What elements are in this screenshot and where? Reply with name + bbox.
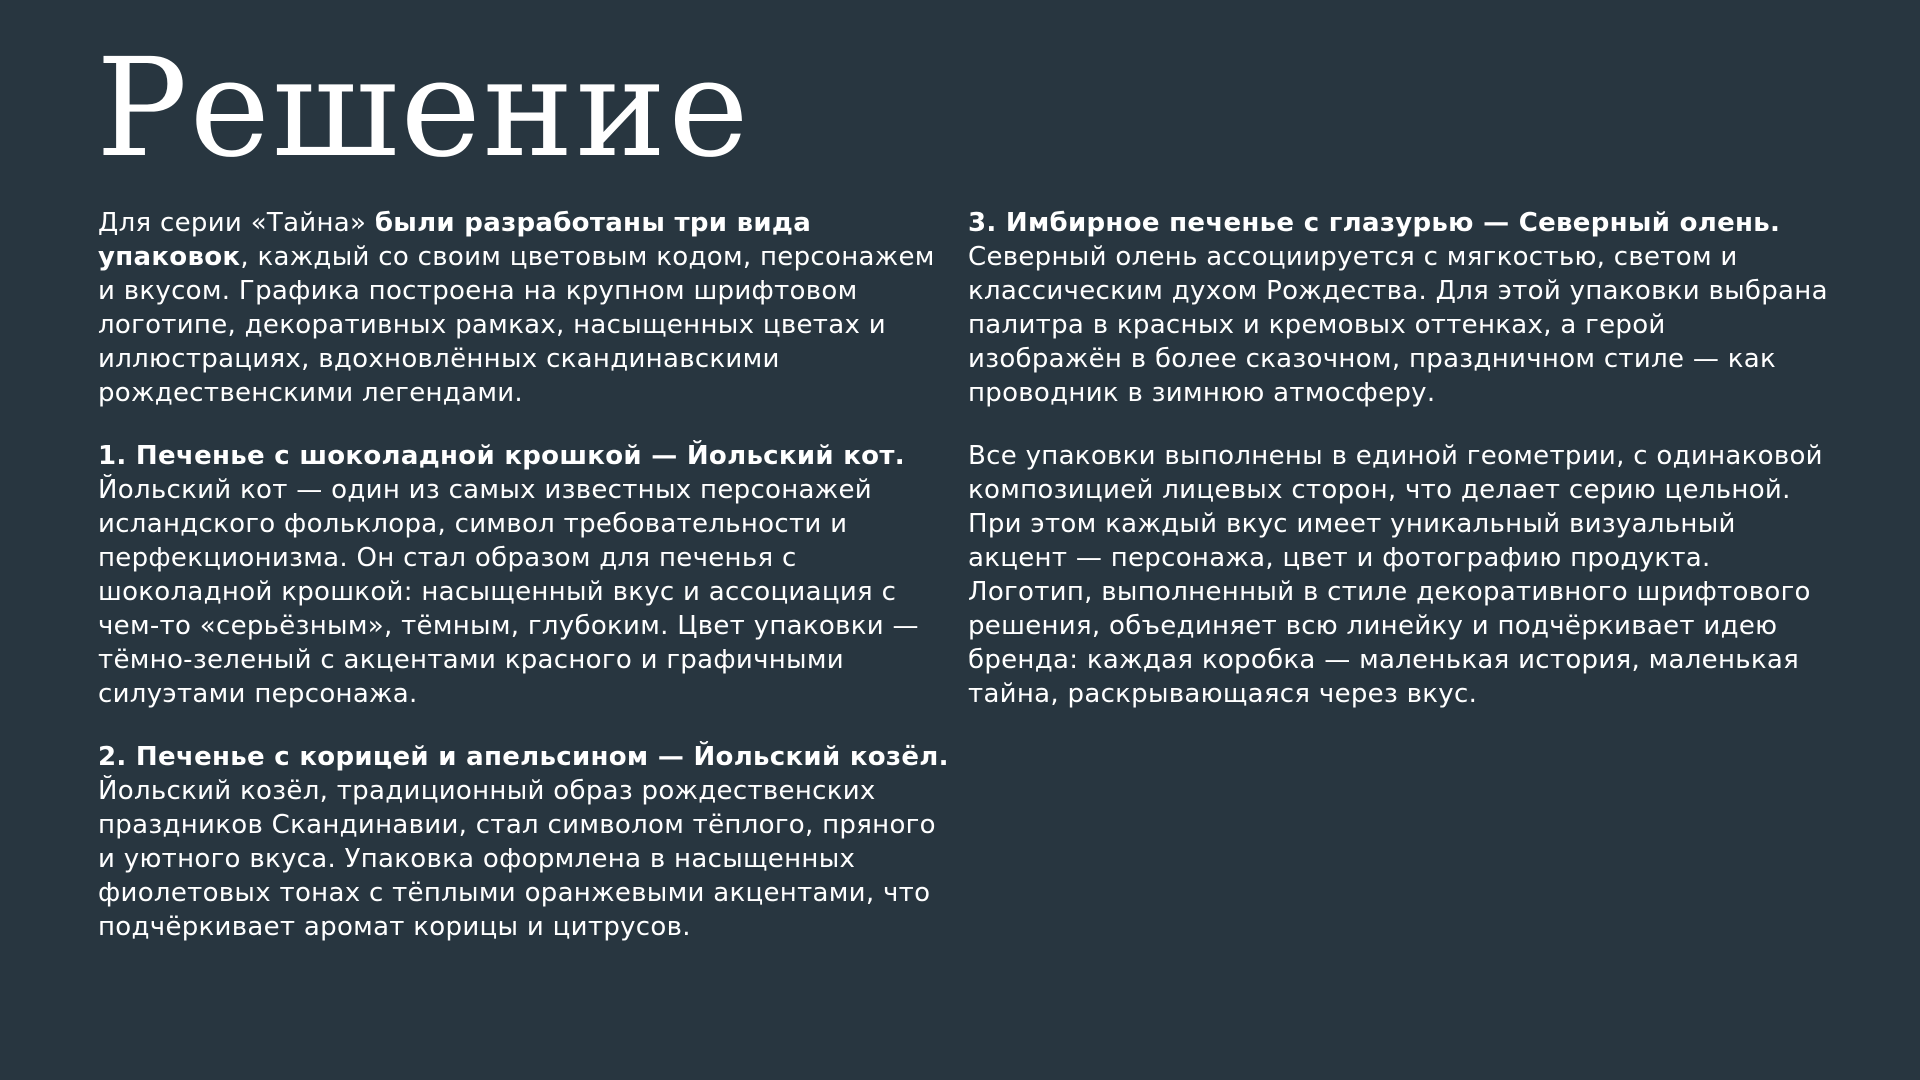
- item-1-paragraph: [98, 439, 958, 711]
- right-column: [968, 206, 1828, 740]
- intro-text-end: , каждый со своим цветовым кодом, персонажем и вкусом. Графика построена на крупном шрифтовом логотипе, декоративных рамках, насыщенных цветах и иллюстрациях, вдохновлённых скандинавскими рождественскими легендами.: [98, 242, 935, 408]
- item-2-paragraph: [98, 740, 958, 944]
- intro-emphasis: были разработаны три вида упаковок: [98, 208, 812, 272]
- left-column: [98, 206, 958, 973]
- page-title: Решение: [96, 30, 751, 188]
- item-3-text: Северный олень ассоциируется с мягкостью, светом и классическим духом Рождества. Для этой упаковки выбрана палитра в красных и кремовых оттенках, а герой изображён в более сказочном, праздничном стиле — как проводник в зимнюю атмосферу.: [968, 242, 1828, 408]
- item-2-heading: 2. Печенье с корицей и апельсином — Йольский козёл.: [98, 742, 949, 772]
- item-3-paragraph: [968, 206, 1828, 410]
- intro-text-start: Для серии «Тайна»: [98, 208, 375, 238]
- item-1-text: Йольский кот — один из самых известных персонажей исландского фольклора, символ требовательности и перфекционизма. Он стал образом для печенья с шоколадной крошкой: насыщенный вкус и ассоциация с чем-то «серьёзным», тёмным, глубоким. Цвет упаковки — тёмно-зеленый с акцентами красного и графичными силуэтами персонажа.: [98, 475, 919, 709]
- item-2-text: Йольский козёл, традиционный образ рождественских праздников Скандинавии, стал символом тёплого, пряного и уютного вкуса. Упаковка оформлена в насыщенных фиолетовых тонах с тёплыми оранжевыми акцентами, что подчёркивает аромат корицы и цитрусов.: [98, 776, 936, 942]
- item-1-heading: 1. Печенье с шоколадной крошкой — Йольский кот.: [98, 441, 905, 471]
- summary-paragraph: Все упаковки выполнены в единой геометрии, с одинаковой композицией лицевых сторон, что делает серию цельной. При этом каждый вкус имеет уникальный визуальный акцент — персонажа, цвет и фотографию продукта. Логотип, выполненный в стиле декоративного шрифтового решения, объединяет всю линейку и подчёркивает идею бренда: каждая коробка — маленькая история, маленькая тайна, раскрывающаяся через вкус.: [968, 441, 1823, 709]
- item-3-heading: 3. Имбирное печенье с глазурью — Северный олень.: [968, 208, 1781, 238]
- intro-paragraph: [98, 206, 958, 410]
